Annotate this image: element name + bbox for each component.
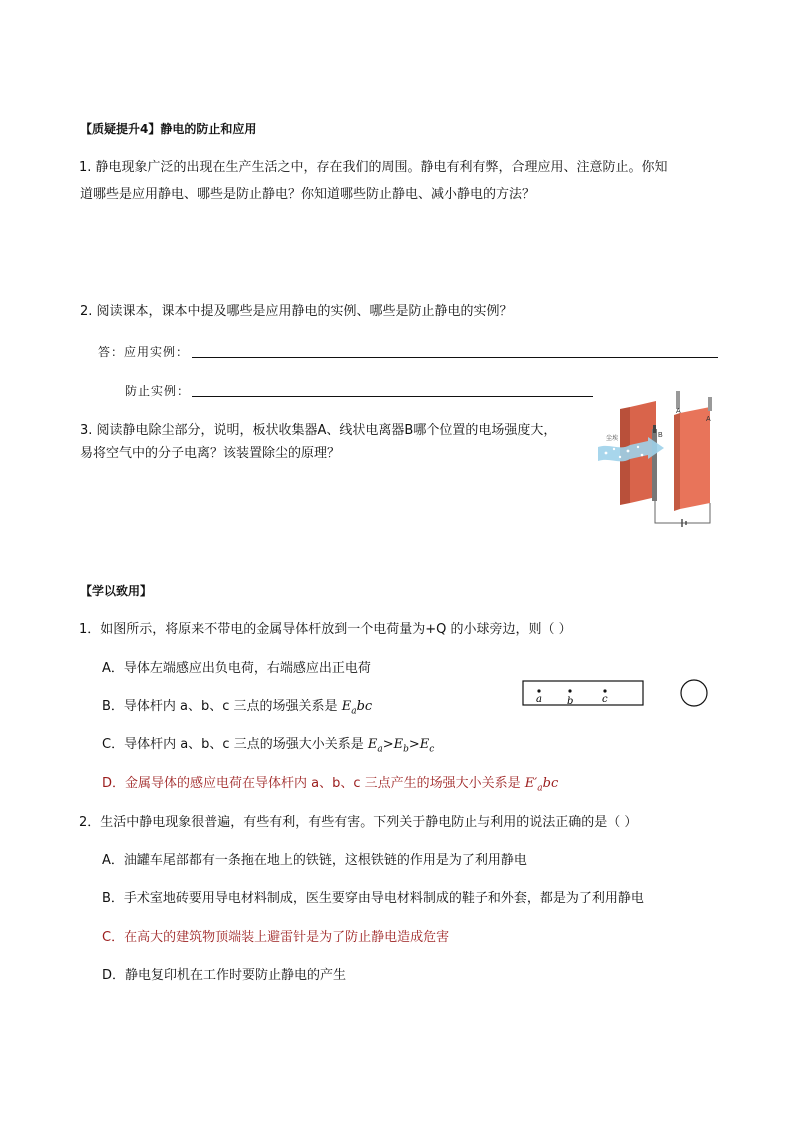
q1-option-b-text: B．导体杆内 a、b、c 三点的场强关系是 bbox=[102, 699, 338, 714]
q2-option-b[interactable]: B．手术室地砖要用导电材料制成，医生要穿由导电材料制成的鞋子和外套，都是为了利用静电 bbox=[102, 891, 644, 906]
charged-ball bbox=[681, 680, 707, 706]
q1-stem: 1．如图所示，将原来不带电的金属导体杆放到一个电荷量为+Q 的小球旁边，则（ ） bbox=[79, 622, 572, 637]
wire-electrode bbox=[652, 429, 657, 501]
label-a-back: A bbox=[676, 408, 681, 415]
section-title-doubt: 【质疑提升4】静电的防止和应用 bbox=[80, 122, 257, 136]
q1-option-d-text: D．金属导体的感应电荷在导体杆内 a、b、c 三点产生的场强大小关系是 bbox=[102, 776, 521, 791]
q1-option-a[interactable]: A．导体左端感应出负电荷，右端感应出正电荷 bbox=[102, 661, 371, 676]
post-left bbox=[676, 391, 680, 409]
post-right bbox=[708, 397, 712, 411]
question-1-line-2: 道哪些是应用静电、哪些是防止静电？你知道哪些防止静电、减小静电的方法？ bbox=[80, 187, 536, 202]
question-2: 2. 阅读课本，课本中提及哪些是应用静电的实例、哪些是防止静电的实例？ bbox=[80, 304, 513, 319]
question-1-line-1: 1. 静电现象广泛的出现在生产生活之中，存在我们的周围。静电有利有弊，合理应用、注意防止。你知 bbox=[79, 160, 668, 175]
point-c bbox=[603, 689, 606, 692]
label-a-front: A bbox=[706, 416, 711, 423]
answer-prevent-label: 防止实例： bbox=[125, 384, 191, 398]
precipitator-figure bbox=[596, 385, 726, 530]
label-c: c bbox=[602, 694, 608, 705]
answer-apply-line[interactable] bbox=[192, 357, 718, 358]
q1-option-b-expr: $E_abc$ bbox=[341, 699, 373, 717]
q1-option-c-expr: $E_a>E_b>E_c$ bbox=[367, 737, 435, 755]
q2-option-d[interactable]: D．静电复印机在工作时要防止静电的产生 bbox=[102, 968, 347, 983]
answer-prevent-line[interactable] bbox=[192, 396, 593, 397]
point-b bbox=[568, 689, 571, 692]
q1-option-b[interactable] bbox=[102, 694, 372, 725]
conductor-rod-figure bbox=[520, 676, 715, 714]
q2-option-c[interactable]: C．在高大的建筑物顶端装上避雷针是为了防止静电造成危害 bbox=[102, 930, 450, 945]
q1-option-c-text: C．导体杆内 a、b、c 三点的场强大小关系是 bbox=[102, 737, 364, 752]
point-a bbox=[537, 689, 540, 692]
label-a: a bbox=[536, 694, 542, 705]
answer-apply-label: 答：应用实例： bbox=[98, 345, 190, 359]
front-plate-edge bbox=[674, 413, 680, 511]
label-dust: 尘埃 bbox=[606, 435, 619, 442]
label-b: B bbox=[658, 432, 663, 439]
question-3-line-2: 易将空气中的分子电离？该装置除尘的原理？ bbox=[80, 446, 341, 461]
q1-option-c[interactable] bbox=[102, 732, 434, 763]
q1-option-d-expr: $E'_abc$ bbox=[524, 776, 559, 794]
q2-option-a[interactable]: A．油罐车尾部都有一条拖在地上的铁链，这根铁链的作用是为了利用静电 bbox=[102, 853, 527, 868]
question-3-line-1: 3. 阅读静电除尘部分，说明，板状收集器A、线状电离器B哪个位置的电场强度大， bbox=[80, 423, 557, 438]
q1-option-d[interactable] bbox=[102, 771, 558, 802]
q2-stem: 2．生活中静电现象很普遍，有些有利，有些有害。下列关于静电防止与利用的说法正确的是（ ） bbox=[79, 815, 638, 830]
label-b: b bbox=[567, 696, 574, 707]
section-title-apply: 【学以致用】 bbox=[80, 584, 153, 598]
